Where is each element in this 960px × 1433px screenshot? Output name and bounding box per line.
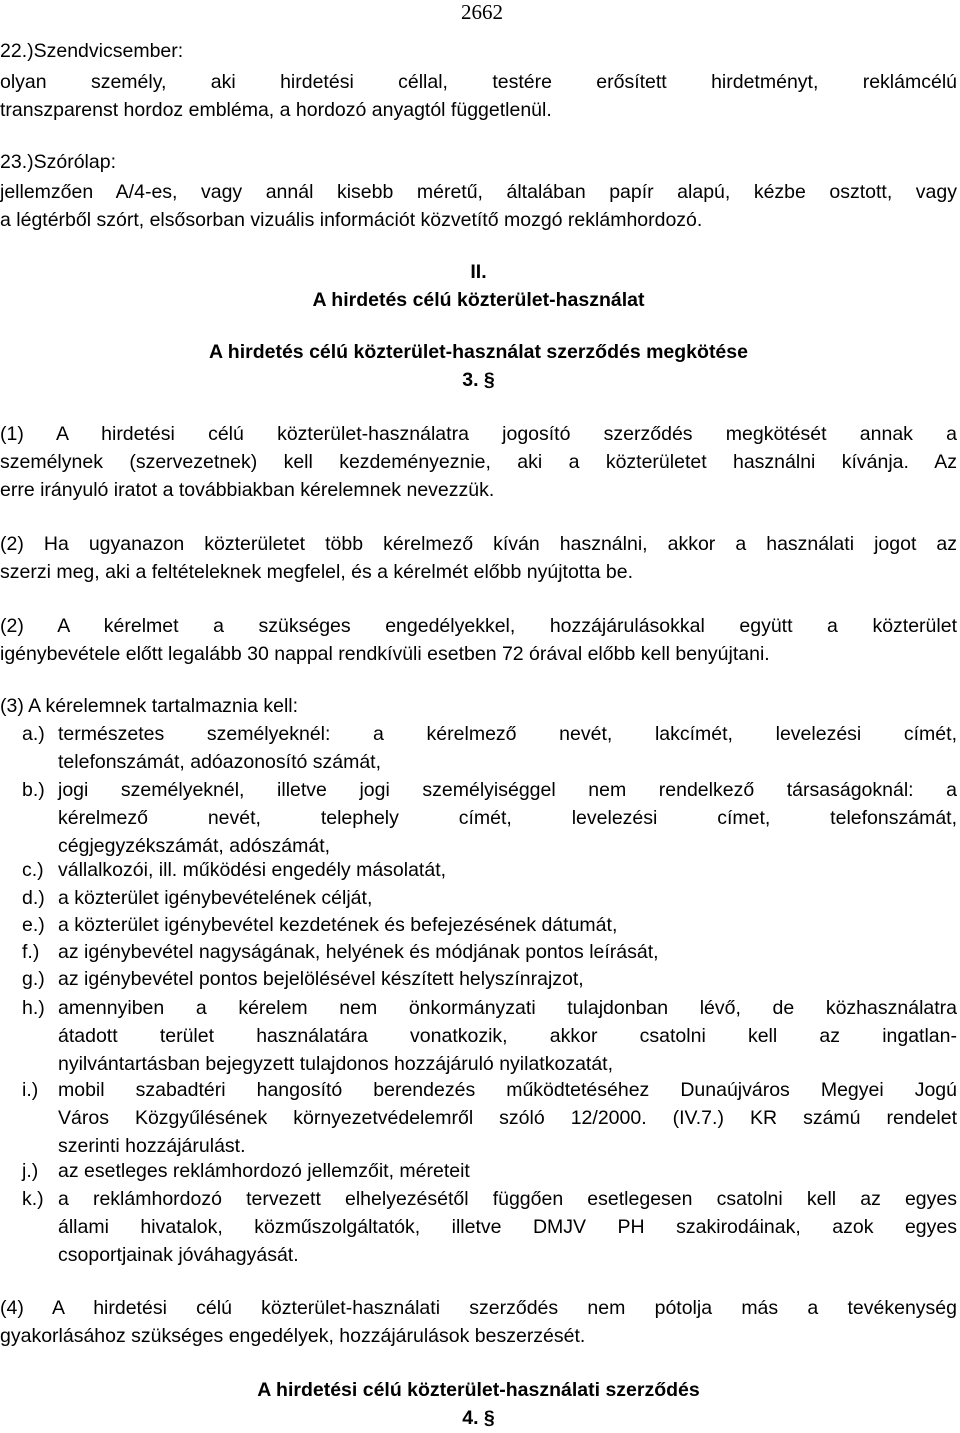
list-marker: j.) xyxy=(22,1160,39,1182)
list-marker: k.) xyxy=(22,1188,44,1210)
list-item-text: telefonszámát, adóazonosító számát, xyxy=(58,751,382,773)
list-item-text: Város Közgyűlésének környezetvédelemről szóló 12/2000. (IV.7.) KR számú rendelet xyxy=(58,1107,957,1129)
list-item-f xyxy=(0,938,957,966)
list-item-text: jogi személyeknél, illetve jogi személyiséggel nem rendelkező társaságoknál: a xyxy=(58,779,957,801)
list-item-text: kérelmező nevét, telephely címét, levelezési címet, telefonszámát, xyxy=(58,807,957,829)
list-item-text: átadott terület használatára vonatkozik, akkor csatolni kell az ingatlan- xyxy=(58,1025,957,1047)
list-item-text: a reklámhordozó tervezett elhelyezésétől függően esetlegesen csatolni kell az egyes xyxy=(58,1188,957,1210)
list-item-k xyxy=(0,1241,957,1269)
list-item-b xyxy=(0,776,957,804)
definition-22-heading: 22.)Szendvicsember: xyxy=(0,40,184,62)
paragraph-1: (1) A hirdetési célú közterület-használatra jogosító szerződés megkötését annak a xyxy=(0,423,957,445)
list-marker: c.) xyxy=(22,859,44,881)
list-item-i xyxy=(0,1104,957,1132)
paragraph-2a: szerzi meg, aki a feltételeknek megfelel, és a kérelmét előbb nyújtotta be. xyxy=(0,561,633,583)
list-item-j xyxy=(0,1157,957,1185)
section-number: 4. § xyxy=(462,1407,495,1429)
list-item-text: természetes személyeknél: a kérelmező nevét, lakcímét, levelezési címét, xyxy=(58,723,957,745)
list-item-text: vállalkozói, ill. működési engedély másolatát, xyxy=(58,859,447,881)
chapter-title: A hirdetés célú közterület-használat xyxy=(312,289,645,311)
paragraph-4: (4) A hirdetési célú közterület-használati szerződés nem pótolja más a tevékenység xyxy=(0,1297,957,1319)
list-marker: i.) xyxy=(22,1079,39,1101)
list-item-text: cégjegyzékszámát, adószámát, xyxy=(58,835,331,857)
list-item-h xyxy=(0,1022,957,1050)
chapter-subtitle: A hirdetés célú közterület-használat szerződés megkötése xyxy=(209,341,748,363)
paragraph-2b: igénybevétele előtt legalább 30 nappal rendkívüli esetben 72 órával előbb kell benyújtani. xyxy=(0,643,770,665)
list-item-text: a közterület igénybevétel kezdetének és befejezésének dátumát, xyxy=(58,914,618,936)
list-item-d xyxy=(0,884,957,912)
list-marker: a.) xyxy=(22,723,45,745)
list-item-k xyxy=(0,1213,957,1241)
list-item-text: az igénybevétel nagyságának, helyének és módjának pontos leírását, xyxy=(58,941,659,963)
list-item-h xyxy=(0,1050,957,1078)
list-item-text: az esetleges reklámhordozó jellemzőit, méreteit xyxy=(58,1160,470,1182)
list-item-i xyxy=(0,1076,957,1104)
paragraph-2a: (2) Ha ugyanazon közterületet több kérelmező kíván használni, akkor a használati jogot az xyxy=(0,533,957,555)
list-item-text: az igénybevétel pontos bejelölésével készített helyszínrajzot, xyxy=(58,968,584,990)
definition-23-heading: 23.)Szórólap: xyxy=(0,151,116,173)
list-item-text: nyilvántartásban bejegyzett tulajdonos hozzájáruló nyilatkozatát, xyxy=(58,1053,614,1075)
list-item-h xyxy=(0,994,957,1022)
definition-23-text: a légtérből szórt, elsősorban vizuális információt közvetítő mozgó reklámhordozó. xyxy=(0,209,703,231)
paragraph-1: személynek (szervezetnek) kell kezdeményeznie, aki a közterületet használni kívánja. Az xyxy=(0,451,957,473)
list-item-i xyxy=(0,1132,957,1160)
page-number: 2662 xyxy=(461,0,503,24)
list-item-k xyxy=(0,1185,957,1213)
list-item-text: szerinti hozzájárulást. xyxy=(58,1135,246,1157)
list-item-text: amennyiben a kérelem nem önkormányzati tulajdonban lévő, de közhasználatra xyxy=(58,997,957,1019)
paragraph-4: gyakorlásához szükséges engedélyek, hozzájárulások beszerzését. xyxy=(0,1325,586,1347)
paragraph-2b: (2) A kérelmet a szükséges engedélyekkel, hozzájárulásokkal együtt a közterület xyxy=(0,615,957,637)
paragraph-1: erre irányuló iratot a továbbiakban kérelemnek nevezzük. xyxy=(0,479,495,501)
list-item-text: mobil szabadtéri hangosító berendezés működtetéséhez Dunaújváros Megyei Jogú xyxy=(58,1079,957,1101)
section-title: A hirdetési célú közterület-használati szerződés xyxy=(257,1379,700,1401)
section-number: 3. § xyxy=(462,369,495,391)
list-marker: g.) xyxy=(22,968,45,990)
definition-22-text: transzparenst hordoz embléma, a hordozó anyagtól függetlenül. xyxy=(0,99,552,121)
list-item-text: állami hivatalok, közműszolgáltatók, illetve DMJV PH szakirodáinak, azok egyes xyxy=(58,1216,957,1238)
list-item-g xyxy=(0,965,957,993)
list-marker: h.) xyxy=(22,997,45,1019)
list-item-text: a közterület igénybevételének célját, xyxy=(58,887,373,909)
list-item-a xyxy=(0,720,957,748)
list-item-a xyxy=(0,748,957,776)
definition-22-text: olyan személy, aki hirdetési céllal, testére erősített hirdetményt, reklámcélú xyxy=(0,71,957,93)
list-marker: d.) xyxy=(22,887,45,909)
chapter-number: II. xyxy=(470,261,487,283)
list-item-b xyxy=(0,804,957,832)
definition-23-text: jellemzően A/4-es, vagy annál kisebb méretű, általában papír alapú, kézbe osztott, vagy xyxy=(0,181,957,203)
list-item-c xyxy=(0,856,957,884)
list-marker: e.) xyxy=(22,914,45,936)
paragraph-3-intro: (3) A kérelemnek tartalmaznia kell: xyxy=(0,695,299,717)
list-item-text: csoportjainak jóváhagyását. xyxy=(58,1244,299,1266)
list-item-e xyxy=(0,911,957,939)
list-marker: f.) xyxy=(22,941,40,963)
list-marker: b.) xyxy=(22,779,45,801)
